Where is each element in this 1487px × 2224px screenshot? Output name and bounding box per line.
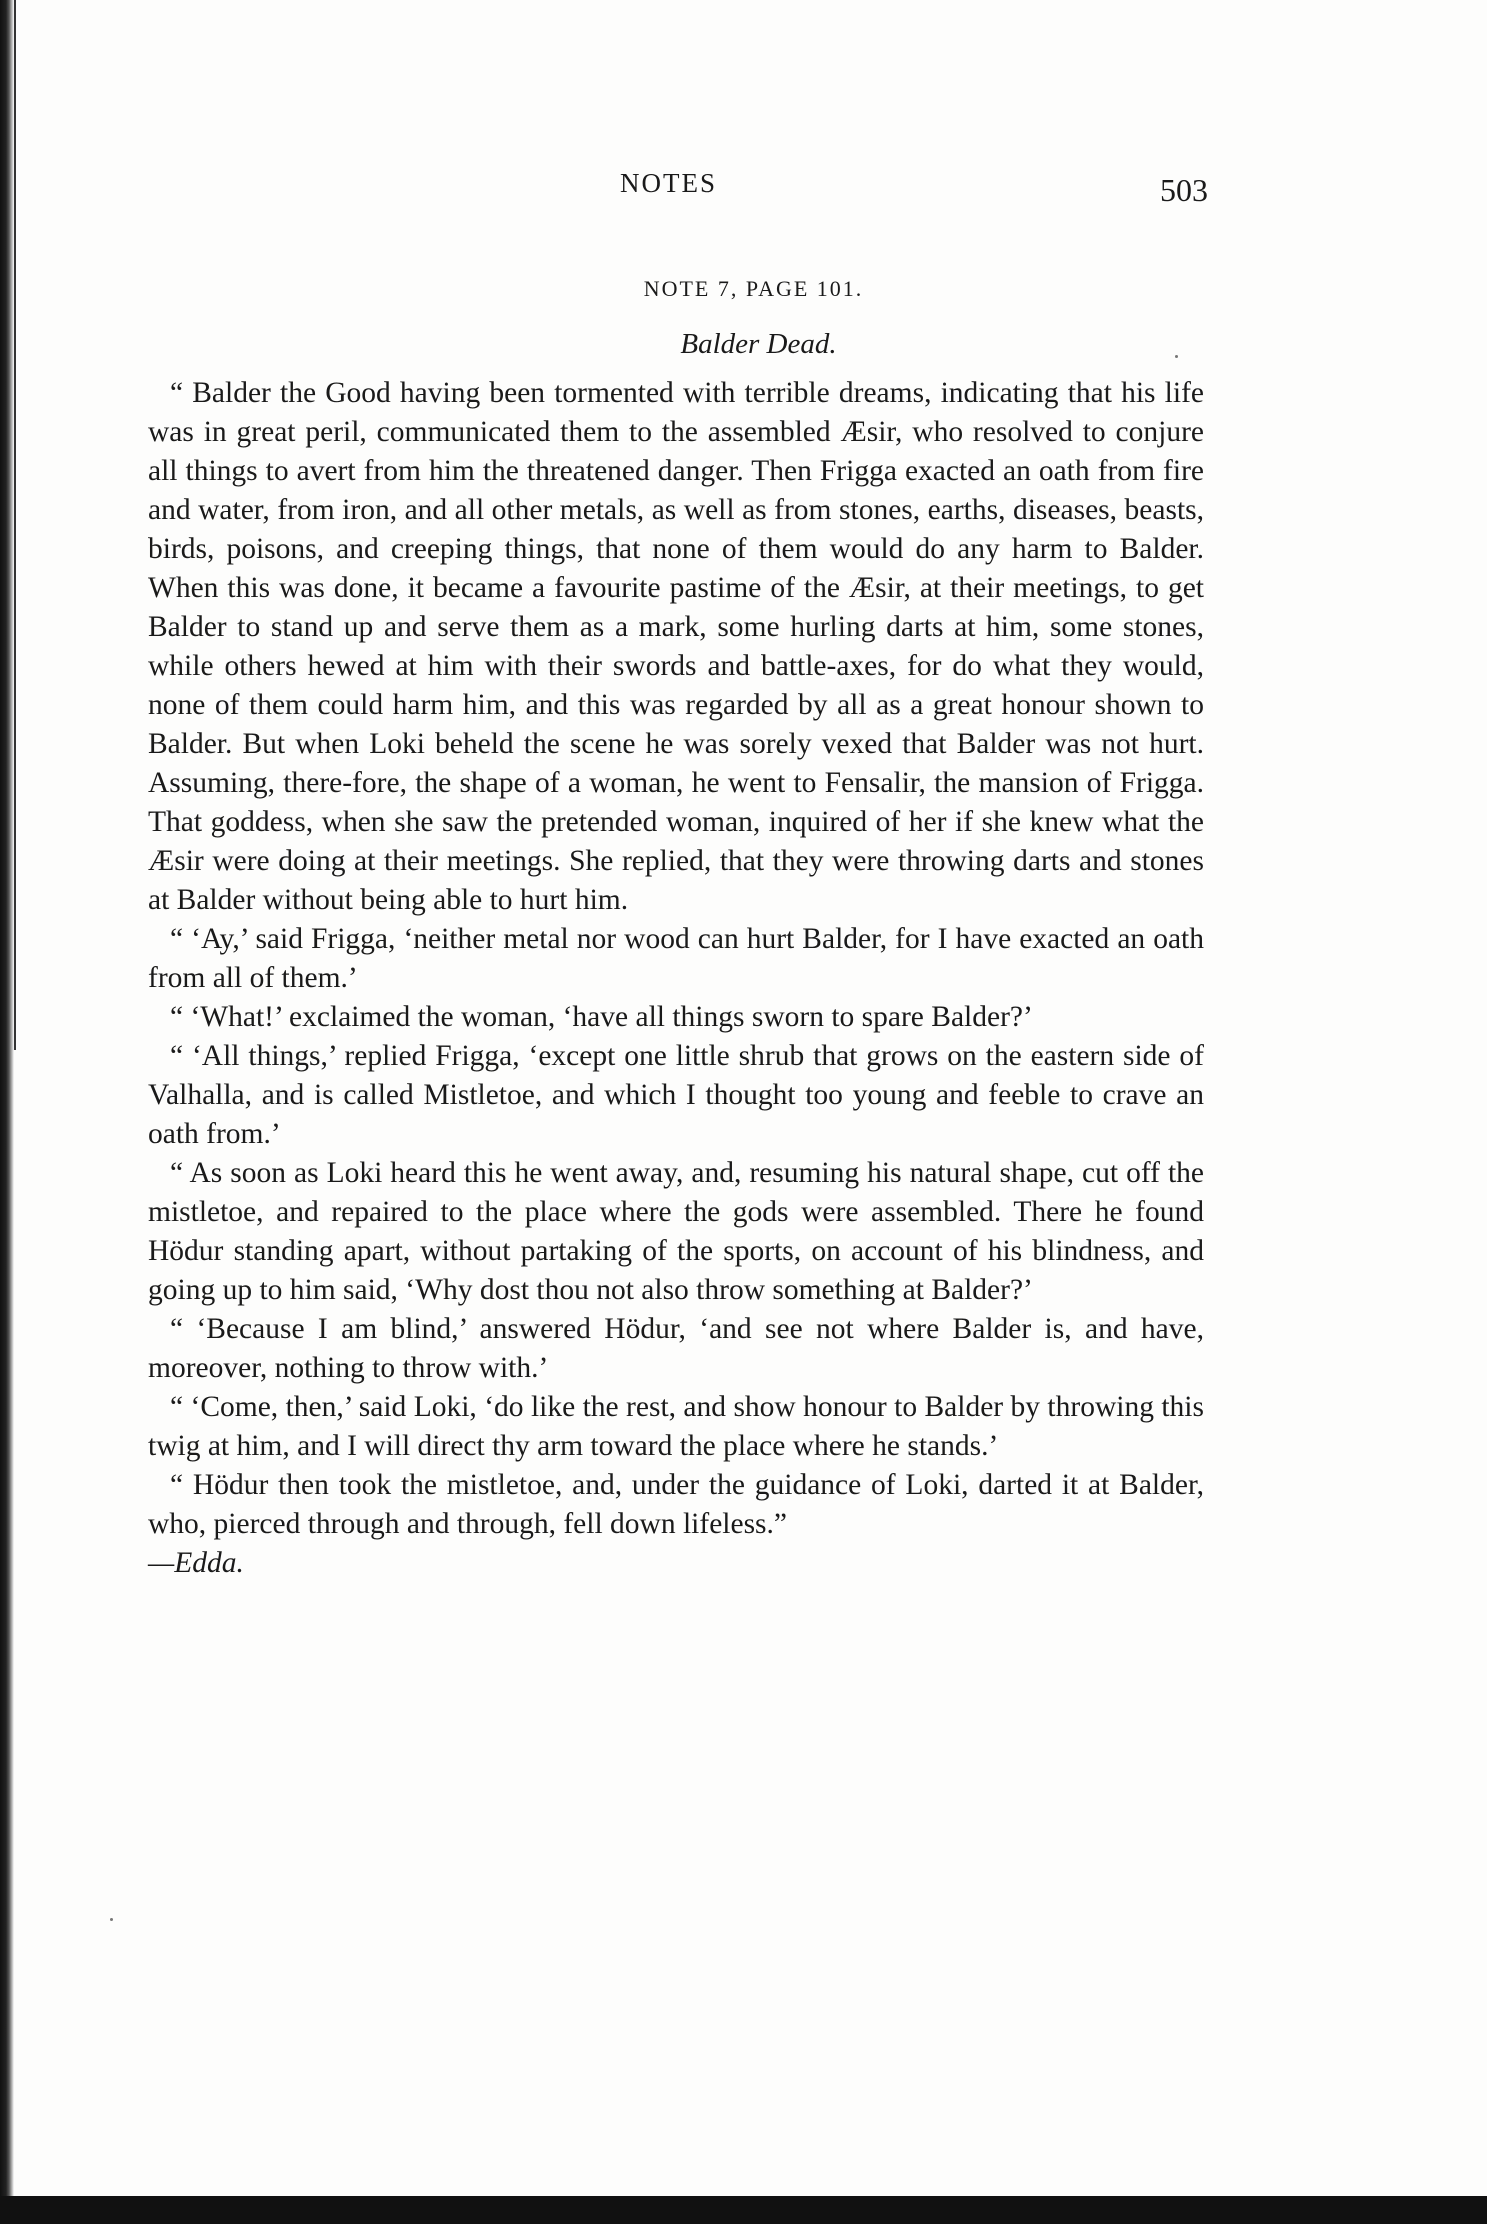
paragraph: “ ‘Ay,’ said Frigga, ‘neither metal nor wood can hurt Balder, for I have exacted an oath from all of them.’ [148,923,1204,994]
note-heading: NOTE 7, PAGE 101. [643,276,864,301]
paragraph: “ As soon as Loki heard this he went away, and, resuming his natural shape, cut off the mistletoe, and repaired to the place where the gods were assembled. There he found Hödur standing apart, without partaking of the sports, on account of his blindness, and going up to him said, ‘Why dost thou not also throw something at Balder?’ [148,1157,1204,1306]
paragraph: “ Balder the Good having been tormented with terrible dreams, indicating that his life was in great peril, communicated them to the assembled Æsir, who resolved to conjure all things to avert from him the threatened danger. Then Frigga exacted an oath from fire and water, from iron, and all other metals, as well as from stones, earths, diseases, beasts, birds, poisons, and creeping things, that none of them would do any harm to Balder. When this was done, it became a favourite pastime of the Æsir, at their meetings, to get Balder to stand up and serve them as a mark, some hurling darts at him, some stones, while others hewed at him with their swords and battle-axes, for do what they would, none of them could harm him, and this was regarded by all as a great honour shown to Balder. But when Loki beheld the scene he was sorely vexed that Balder was not hurt. Assuming, there-fore, the shape of a woman, he went to Fensalir, the mansion of Frigga. That goddess, when she saw the pretended woman, inquired of her if she knew what the Æsir were doing at their meetings. She replied, that they were throwing darts and stones at Balder without being able to hurt him. [148,377,1204,916]
paragraph: “ ‘Come, then,’ said Loki, ‘do like the rest, and show honour to Balder by throwing this twig at him, and I will direct thy arm toward the place where he stands.’ [148,1391,1204,1462]
scan-speck [1175,355,1178,358]
note-body [148,374,1204,1583]
paragraph: “ ‘All things,’ replied Frigga, ‘except one little shrub that grows on the eastern side of Valhalla, and is called Mistletoe, and which I thought too young and feeble to crave an oath from.’ [148,1040,1204,1150]
scan-bottom-edge [0,2196,1487,2224]
page-number: 503 [1160,172,1208,208]
binding-line [14,0,16,1050]
paragraph: “ ‘What!’ exclaimed the woman, ‘have all things sworn to spare Balder?’ [170,1001,1033,1033]
note-subtitle: Balder Dead. [680,328,837,360]
running-head: NOTES [620,168,717,198]
source-attribution: —Edda. [148,1547,244,1579]
paragraph: “ ‘Because I am blind,’ answered Hödur, ‘and see not where Balder is, and have, moreover, nothing to throw with.’ [148,1313,1204,1384]
paragraph: “ Hödur then took the mistletoe, and, under the guidance of Loki, darted it at Balder, who, pierced through and through, fell down lifeless.” [148,1469,1204,1540]
scan-speck [110,1918,113,1921]
